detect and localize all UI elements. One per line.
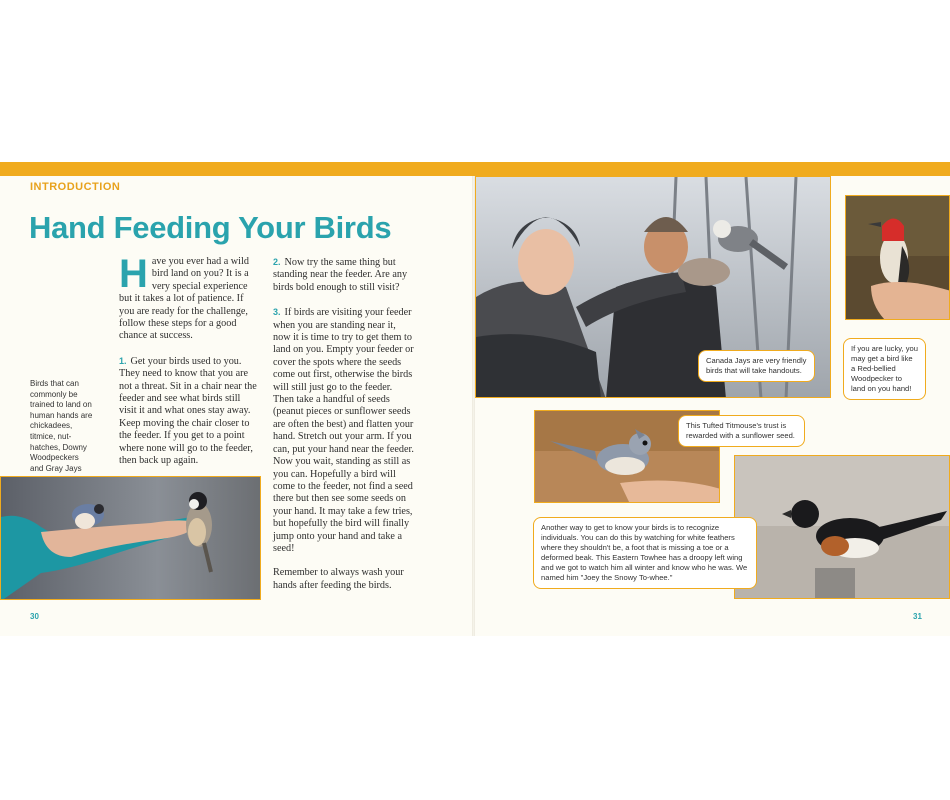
step-2-text: Now try the same thing but standing near the feeder. Are any birds bold enough to still visit? bbox=[273, 257, 408, 293]
step-3 bbox=[273, 306, 415, 555]
text-column-2 bbox=[273, 256, 415, 604]
sidebar-note: Birds that can commonly be trained to land on human hands are chickadees, titmice, nut-hatches, Downy Woodpeckers and Gray Jays bbox=[30, 379, 93, 473]
step-2-number: 2. bbox=[273, 257, 281, 267]
closing-paragraph: Remember to always wash your hands after feeding the birds. bbox=[273, 567, 404, 591]
top-accent-bar bbox=[0, 162, 950, 176]
step-3-number: 3. bbox=[273, 307, 281, 318]
photo-chickadee-on-hand bbox=[0, 476, 261, 600]
dropcap: H bbox=[119, 252, 148, 296]
caption-woodpecker: If you are lucky, you may get a bird like a Red-bellied Woodpecker to land on you hand! bbox=[843, 338, 926, 400]
step-3-text: If birds are visiting your feeder when you are standing near it, now it is time to try to get them to land on you. Empty your feeder or cover the spots where the seeds come out first, otherwise the birds will still just go to the feeder. Then take a handful of seeds (peanut pieces or sunflower seeds are often the best) and flatten your hand. Stretch out your arm. If you can, put your hand near the feeder. Now you wait, standing as still as you can. Hopefully a bird will come to the feeder, not find a seed there but then see some seeds on your hand. It may take a few tries, but hopefully the bird will finally jump onto your hand and take a seed! bbox=[273, 307, 414, 554]
photo-eastern-towhee bbox=[734, 455, 950, 599]
photo-woodpecker-on-hand bbox=[845, 195, 950, 320]
step-2 bbox=[273, 256, 415, 294]
caption-titmouse: This Tufted Titmouse's trust is rewarded with a sunflower seed. bbox=[678, 415, 805, 447]
page-title: Hand Feeding Your Birds bbox=[29, 210, 392, 245]
page-number-right: 31 bbox=[913, 612, 922, 621]
caption-towhee: Another way to get to know your birds is to recognize individuals. You can do this by watching for white feathers where they shouldn't be, a foot that is missing a toe or a deformed beak. This Eastern Towhee has a droopy left wing and we got to watch him all winter and know who he was. We named him "Joey the Snowy To-whee." bbox=[533, 517, 757, 589]
book-spread bbox=[0, 162, 950, 636]
intro-text: ave you ever had a wild bird land on you? It is a very special experience but it takes a lot of patience. If you are ready for the challenge, follow these steps for a good chance at success. bbox=[119, 256, 249, 342]
page-number-left: 30 bbox=[30, 612, 39, 621]
step-1-number: 1. bbox=[119, 355, 127, 366]
section-label: INTRODUCTION bbox=[30, 181, 121, 193]
text-column-1 bbox=[119, 252, 258, 480]
intro-paragraph bbox=[119, 252, 258, 343]
caption-canada-jays: Canada Jays are very friendly birds that will take handouts. bbox=[698, 350, 815, 382]
step-1-text: Get your birds used to you. They need to know that you are not a threat. Sit in a chair near the feeder and see what birds still visit it and what ones stay away. Keep moving the chair closer to the feeder. If you get to a point where none will go to the feeder, then back up again. bbox=[119, 355, 257, 467]
step-1 bbox=[119, 355, 258, 468]
